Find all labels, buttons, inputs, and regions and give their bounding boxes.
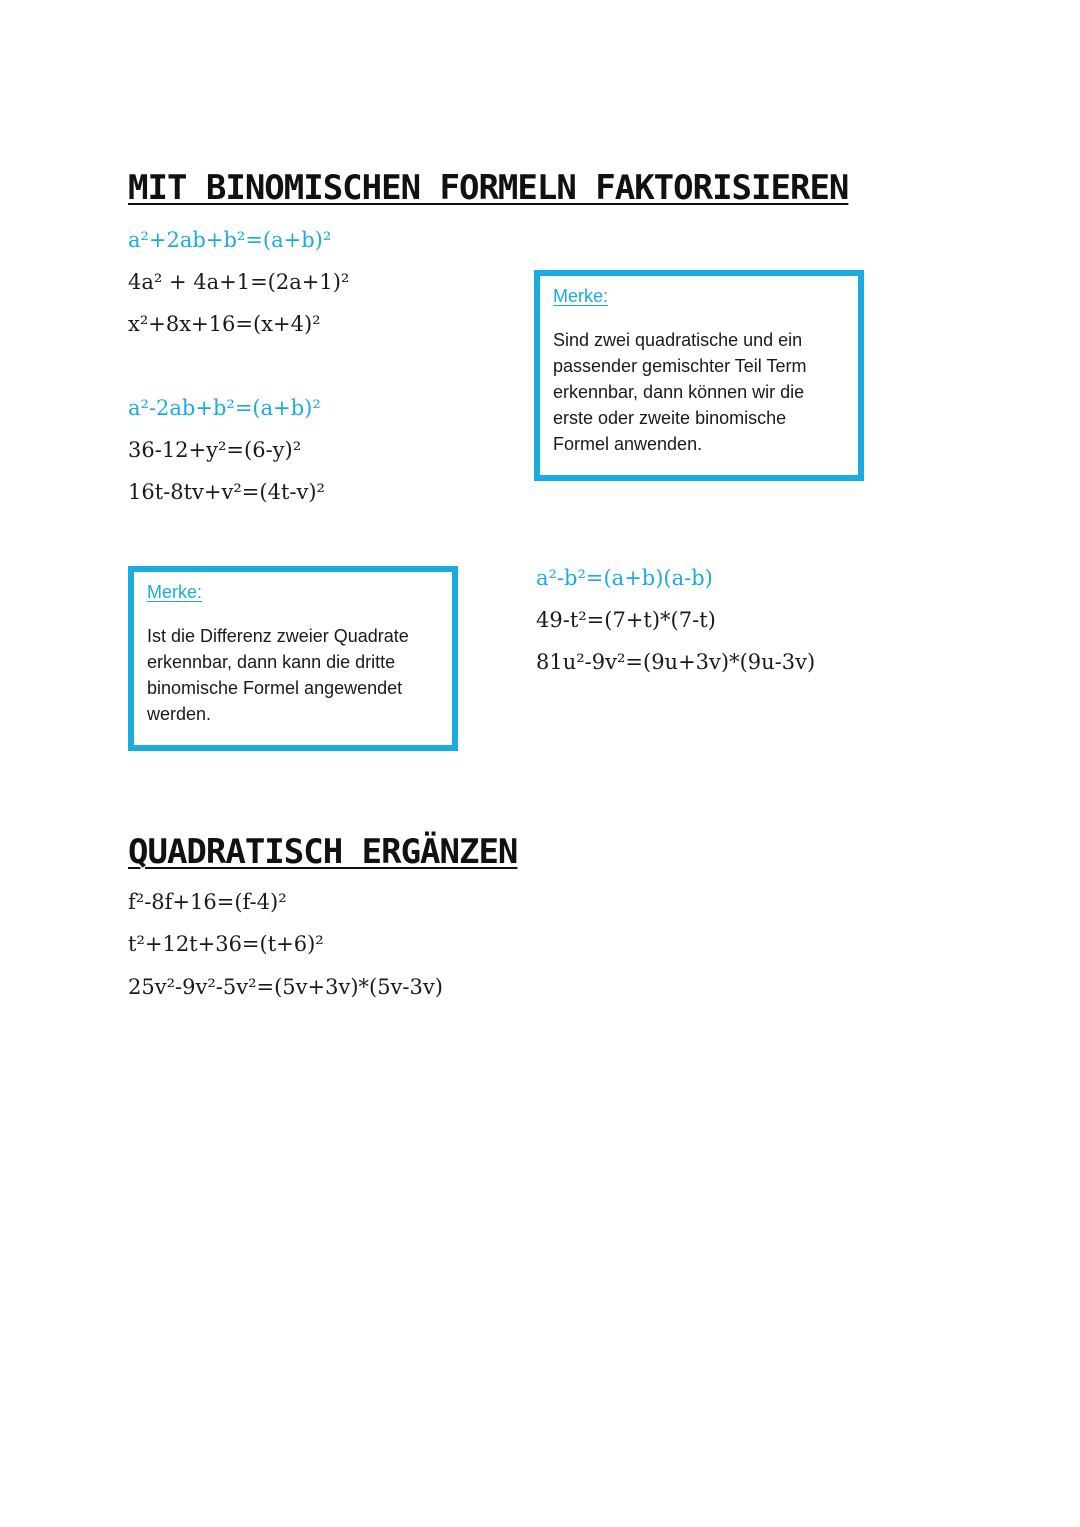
formula-second-binomial: a²-2ab+b²=(a+b)² [128, 396, 321, 420]
example-second-binomial-2: 16t-8tv+v²=(4t-v)² [128, 480, 325, 504]
note-box-text: Sind zwei quadratische und ein passender gemischter Teil Term erkennbar, dann können wir die erste oder zweite binomische Formel anwenden. [553, 330, 807, 454]
note-box-first-second-binomial [534, 270, 864, 481]
note-box-title: Merke: [553, 286, 609, 306]
formula-third-binomial: a²-b²=(a+b)(a-b) [536, 566, 713, 590]
note-box-title: Merke: [147, 582, 203, 602]
example-second-binomial-1: 36-12+y²=(6-y)² [128, 438, 302, 462]
formula-first-binomial: a²+2ab+b²=(a+b)² [128, 228, 332, 252]
section-heading-binomial: MIT BINOMISCHEN FORMELN FAKTORISIEREN [128, 168, 849, 208]
section-heading-completing-square: QUADRATISCH ERGÄNZEN [128, 832, 518, 872]
note-box-text: Ist die Differenz zweier Quadrate erkennbar, dann kann die dritte binomische Formel angewendet werden. [147, 626, 409, 724]
example-first-binomial-1: 4a² + 4a+1=(2a+1)² [128, 270, 350, 294]
example-first-binomial-2: x²+8x+16=(x+4)² [128, 312, 321, 336]
example-completing-square-2: t²+12t+36=(t+6)² [128, 932, 324, 956]
note-box-third-binomial [128, 566, 458, 751]
example-completing-square-3: 25v²-9v²-5v²=(5v+3v)*(5v-3v) [128, 975, 443, 999]
example-third-binomial-2: 81u²-9v²=(9u+3v)*(9u-3v) [536, 650, 816, 674]
example-third-binomial-1: 49-t²=(7+t)*(7-t) [536, 608, 716, 632]
example-completing-square-1: f²-8f+16=(f-4)² [128, 890, 287, 914]
